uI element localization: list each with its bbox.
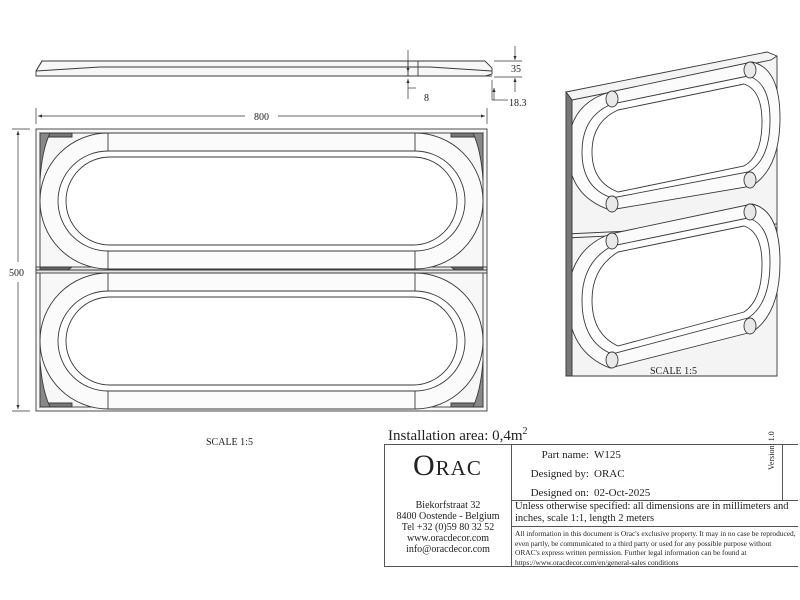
address-phone: Tel +32 (0)59 80 32 52 [401,522,495,533]
dim-height-label: 500 [9,268,24,279]
dim-depth-label: 35 [511,64,521,75]
profile-view [36,61,492,76]
orac-logo: Orac [413,449,482,482]
units-note: Unless otherwise specified: all dimensions are in millimeters and inches, scale 1:1, length 2 meters [515,501,789,524]
designed-by-label: Designed by: [530,468,589,480]
dim-edge-label: 18.3 [509,98,527,109]
designed-on-value: 02-Oct-2025 [594,487,651,499]
designed-on-label: Designed on: [530,487,589,499]
dim-width-label: 800 [254,112,269,123]
bottom-module [40,273,483,409]
installation-area-exponent: 2 [522,426,528,437]
front-view [36,129,487,411]
dim-lip-label: 8 [424,93,429,104]
part-name-value: W125 [594,449,621,461]
scale-iso-label: SCALE 1:5 [650,366,697,377]
installation-area [388,426,528,445]
address-street: Biekorfstraat 32 [415,500,481,511]
address-city: 8400 Oostende - Belgium [396,511,500,522]
installation-area-label: Installation area: 0,4m [388,428,523,444]
scale-front-label: SCALE 1:5 [206,437,253,448]
top-module [40,133,483,269]
designed-by-value: ORAC [594,468,625,480]
version-label: Version: 1.0 [767,431,776,470]
part-name-label: Part name: [541,449,589,461]
legal-note: All information in this document is Orac's exclusive property. It may in no case be reproduced, even partly, be communicated to a third party or used for any possible purpose without ORAC's express written permission. Further legal information can be found at https://www.oracdecor.com/en/general-sales conditions [515,529,796,567]
isometric-view [566,52,780,376]
address-email: info@oracdecor.com [406,544,490,555]
address-website: www.oracdecor.com [406,533,490,544]
